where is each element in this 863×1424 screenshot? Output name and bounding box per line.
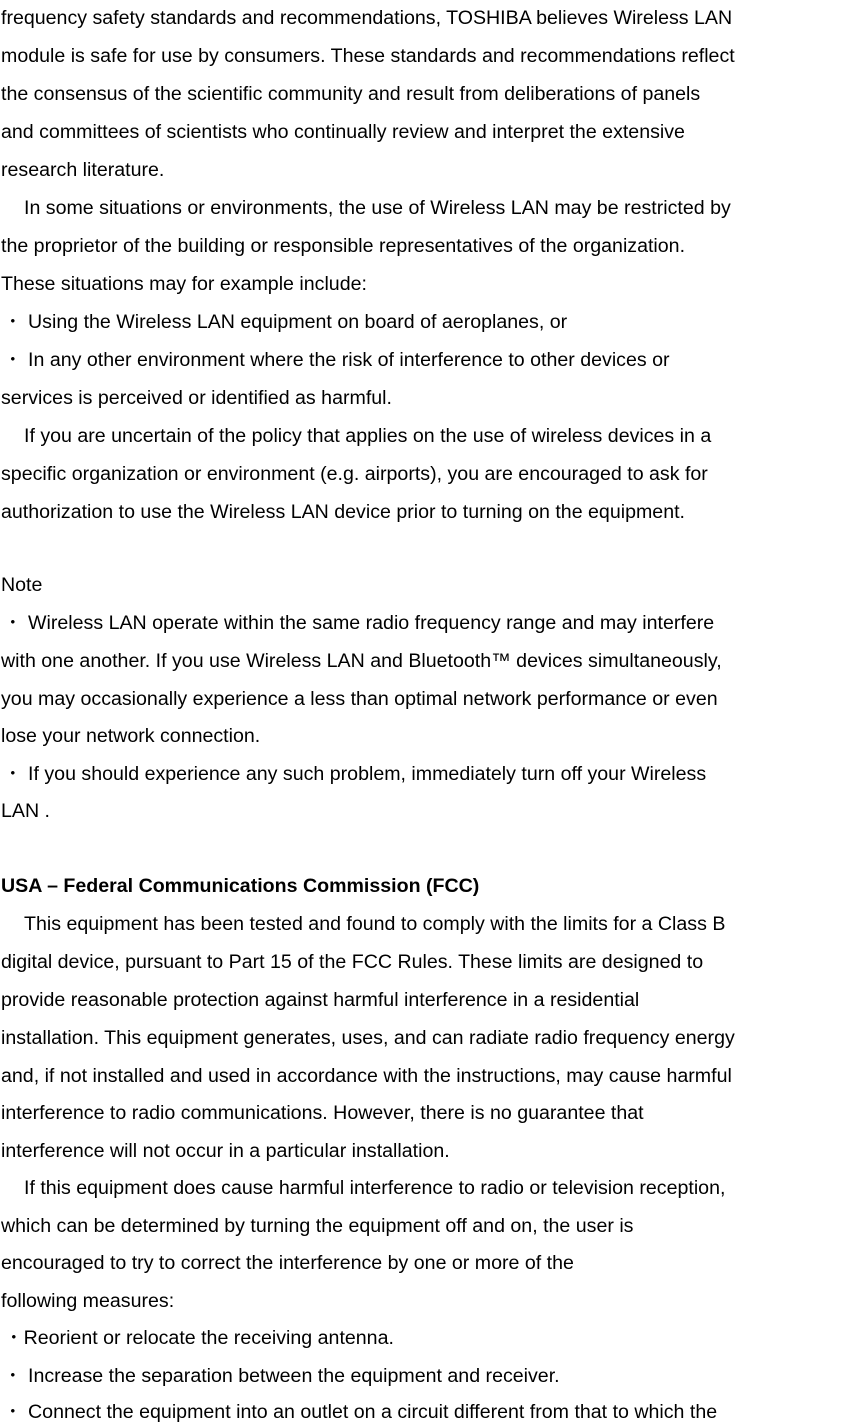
paragraph-line: This equipment has been tested and found to comply with the limits for a Class B (24, 913, 726, 935)
bullet-item: ・ If you should experience any such problem, immediately turn off your Wireless (3, 763, 707, 785)
paragraph-line: module is safe for use by consumers. These standards and recommendations reflect (1, 45, 735, 67)
paragraph-line: which can be determined by turning the equipment off and on, the user is (1, 1215, 634, 1237)
bullet-item: ・ Connect the equipment into an outlet on a circuit different from that to which the (3, 1401, 718, 1423)
section-heading: USA – Federal Communications Commission (FCC) (1, 875, 480, 897)
paragraph-line: you may occasionally experience a less than optimal network performance or even (1, 688, 718, 710)
bullet-item: ・ In any other environment where the risk of interference to other devices or (3, 349, 670, 371)
paragraph-line: services is perceived or identified as harmful. (1, 387, 392, 409)
bullet-item: ・ Increase the separation between the equipment and receiver. (3, 1365, 560, 1387)
paragraph-line: the proprietor of the building or responsible representatives of the organization. (1, 235, 686, 257)
bullet-item: ・ Wireless LAN operate within the same radio frequency range and may interfere (3, 612, 715, 634)
paragraph-line: frequency safety standards and recommendations, TOSHIBA believes Wireless LAN (1, 7, 733, 29)
paragraph-line: with one another. If you use Wireless LAN and Bluetooth™ devices simultaneously, (1, 650, 722, 672)
paragraph-line: specific organization or environment (e.g. airports), you are encouraged to ask for (1, 463, 708, 485)
paragraph-line: lose your network connection. (1, 725, 261, 747)
paragraph-line: the consensus of the scientific community and result from deliberations of panels (1, 83, 701, 105)
paragraph-line: In some situations or environments, the use of Wireless LAN may be restricted by (24, 197, 731, 219)
paragraph-line: digital device, pursuant to Part 15 of the FCC Rules. These limits are designed to (1, 951, 704, 973)
bullet-item: ・ Using the Wireless LAN equipment on board of aeroplanes, or (3, 311, 568, 333)
paragraph-line: interference will not occur in a particular installation. (1, 1140, 450, 1162)
paragraph-line: research literature. (1, 159, 165, 181)
paragraph-line: interference to radio communications. However, there is no guarantee that (1, 1102, 644, 1124)
paragraph-line: LAN . (1, 800, 51, 822)
paragraph-line: and, if not installed and used in accordance with the instructions, may cause harmful (1, 1065, 732, 1087)
paragraph-line: provide reasonable protection against harmful interference in a residential (1, 989, 640, 1011)
bullet-item: ・Reorient or relocate the receiving antenna. (4, 1327, 394, 1349)
paragraph-line: If you are uncertain of the policy that applies on the use of wireless devices in a (24, 425, 712, 447)
paragraph-line: These situations may for example include: (1, 273, 367, 295)
paragraph-line: encouraged to try to correct the interference by one or more of the (1, 1252, 574, 1274)
paragraph-line: installation. This equipment generates, uses, and can radiate radio frequency energy (1, 1027, 735, 1049)
paragraph-line: If this equipment does cause harmful interference to radio or television reception, (24, 1177, 726, 1199)
paragraph-line: and committees of scientists who continually review and interpret the extensive (1, 121, 685, 143)
paragraph-line: authorization to use the Wireless LAN device prior to turning on the equipment. (1, 501, 685, 523)
paragraph-line: following measures: (1, 1290, 175, 1312)
note-heading: Note (1, 574, 43, 596)
